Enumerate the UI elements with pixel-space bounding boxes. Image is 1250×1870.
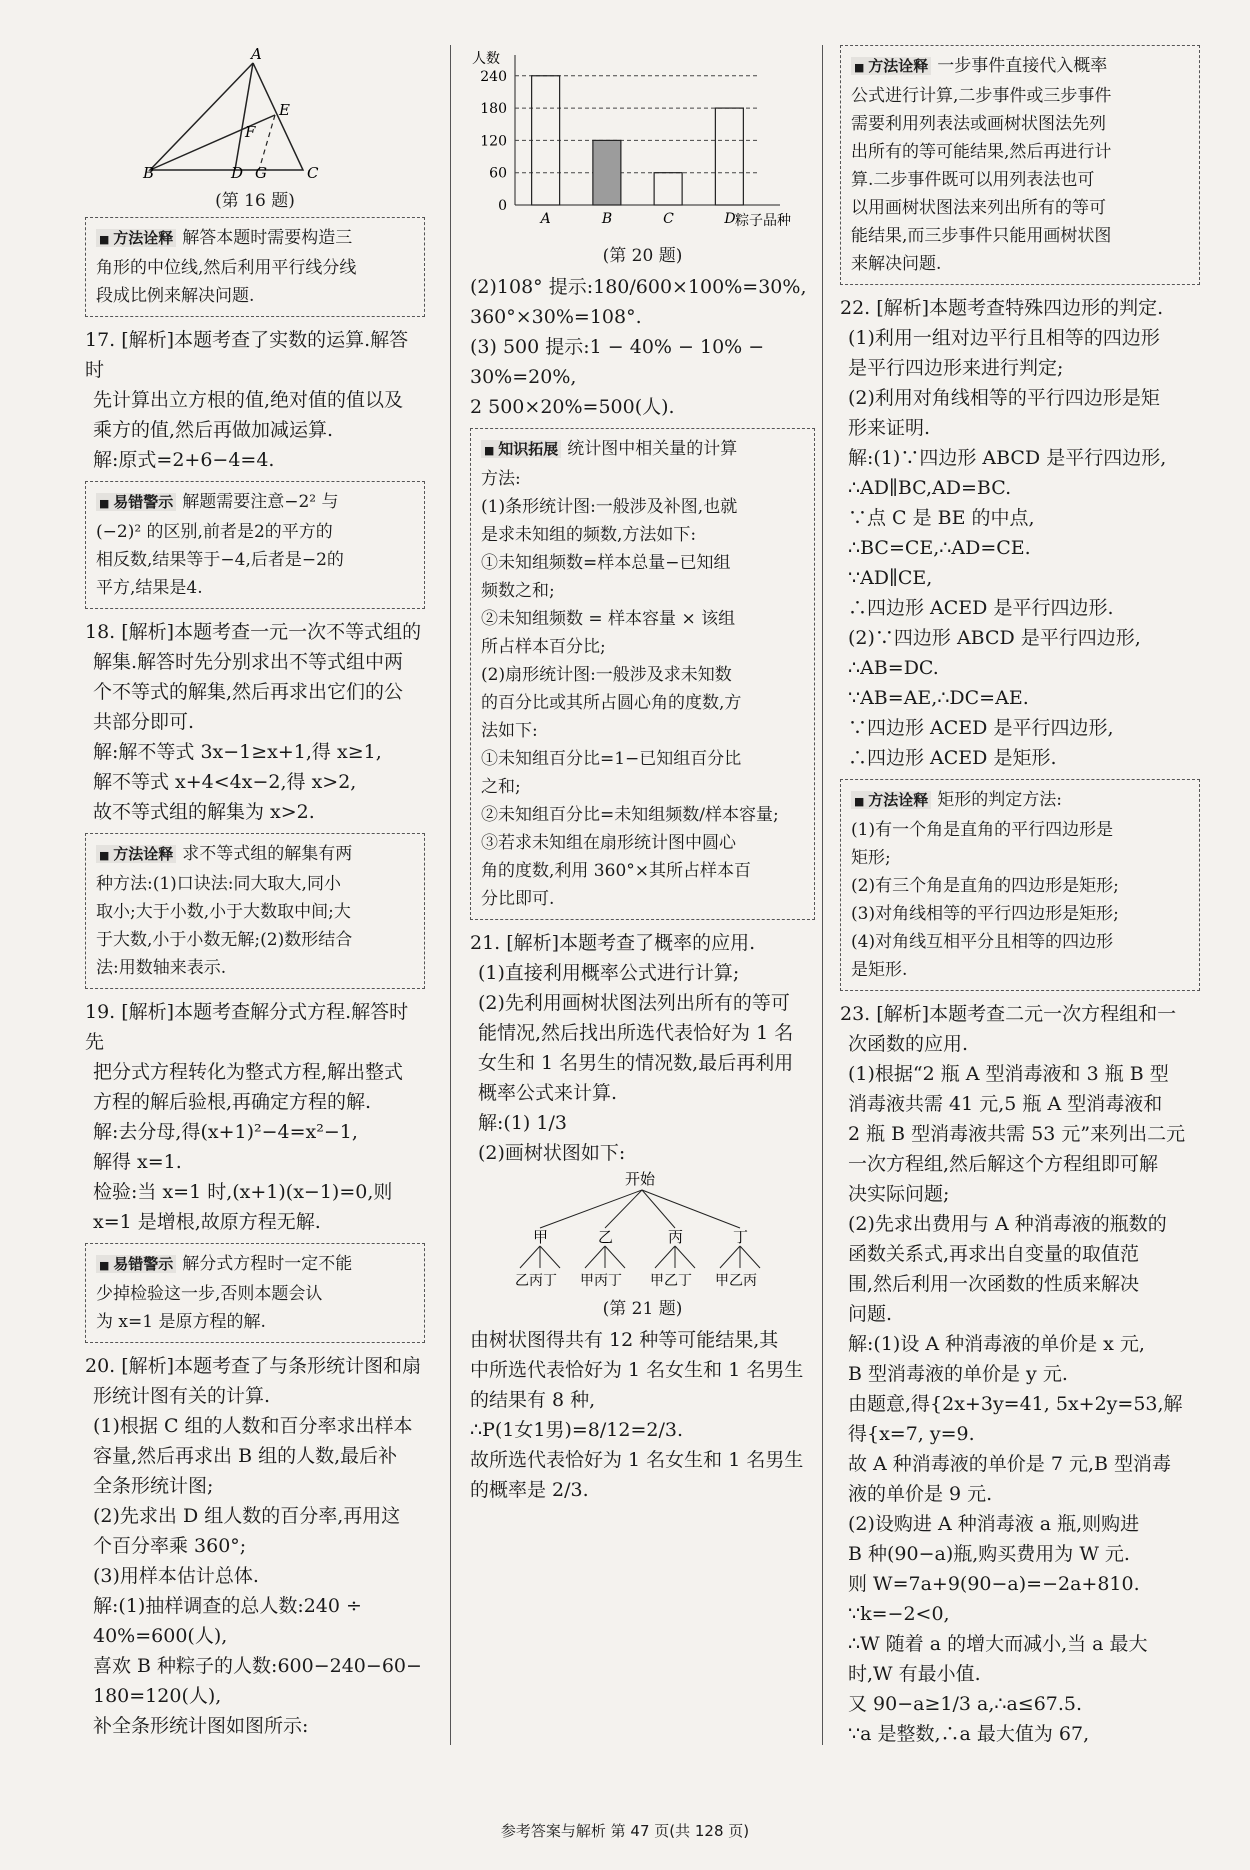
box-line: 所占样本百分比; — [481, 637, 606, 657]
text-line: 时,W 有最小值. — [848, 1663, 981, 1685]
box-line: 平方,结果是4. — [96, 578, 203, 598]
y-tick-label: 180 — [480, 101, 507, 118]
method-box-18 — [85, 833, 425, 989]
text-line: 女生和 1 名男生的情况数,最后再利用 — [478, 1052, 794, 1074]
box-line: 法:用数轴来表示. — [96, 958, 227, 978]
y-tick-label: 240 — [480, 68, 507, 85]
text-line: 的结果有 8 种, — [470, 1389, 596, 1411]
box-line: 是矩形. — [851, 960, 908, 980]
text-line: 解得 x=1. — [93, 1151, 182, 1173]
box-line: 分比即可. — [481, 889, 555, 909]
text-line: ∴四边形 ACED 是矩形. — [848, 747, 1057, 769]
figure-16-triangle — [85, 45, 425, 180]
text-line: 问题. — [848, 1303, 893, 1325]
box-line: 出所有的等可能结果,然后再进行计 — [851, 142, 1112, 162]
text-line: 消毒液共需 41 元,5 瓶 A 型消毒液和 — [848, 1093, 1163, 1115]
text-line: (3) 500 提示:1 − 40% − 10% − — [470, 336, 765, 358]
text-line: 补全条形统计图如图所示: — [93, 1715, 309, 1737]
text-line: ∵a 是整数,∴a 最大值为 67, — [848, 1723, 1090, 1745]
text-line: B 型消毒液的单价是 y 元. — [848, 1363, 1068, 1385]
text-line: 又 90−a≥1/3 a,∴a≤67.5. — [848, 1693, 1083, 1715]
box-tag: ■ 易错警示 — [96, 1255, 176, 1273]
text-line: 检验:当 x=1 时,(x+1)(x−1)=0,则 — [93, 1181, 393, 1203]
box-line: (2)有三个角是直角的四边形是矩形; — [851, 876, 1119, 896]
box-line: 种方法:(1)口诀法:同大取大,同小 — [96, 874, 341, 894]
text-line: ∴AB=DC. — [848, 657, 939, 679]
box-line: 角形的中位线,然后利用平行线分线 — [96, 258, 357, 278]
label-d: D — [231, 164, 244, 180]
text-line: 故不等式组的解集为 x>2. — [93, 801, 315, 823]
text-line: 先计算出立方根的值,绝对值的值以及 — [93, 389, 404, 411]
box-line: 算.二步事件既可以用列表法也可 — [851, 170, 1095, 190]
figure-20-caption: (第 20 题) — [602, 246, 683, 266]
box-line: ③若求未知组在扇形统计图中圆心 — [481, 833, 736, 853]
text-line: (2)画树状图如下: — [478, 1142, 626, 1164]
box-line: 是求未知组的频数,方法如下: — [481, 525, 697, 545]
box-line: 法如下: — [481, 721, 538, 741]
text-line: 19. [解析]本题考查解分式方程.解答时先 — [85, 1001, 409, 1053]
text-line: 容量,然后再求出 B 组的人数,最后补 — [93, 1445, 398, 1467]
text-line: ∵AD∥CE, — [848, 567, 933, 589]
box-line: 角的度数,利用 360°×其所占样本百 — [481, 861, 751, 881]
warning-box-17 — [85, 481, 425, 609]
text-line: 中所选代表恰好为 1 名女生和 1 名男生 — [470, 1359, 804, 1381]
question-20 — [85, 1351, 425, 1741]
text-line: 形来证明. — [848, 417, 931, 439]
text-line: 共部分即可. — [93, 711, 195, 733]
tree-leaves: 甲乙丙 — [715, 1273, 757, 1288]
text-line: (2)先求出 D 组人数的百分率,再用这 — [93, 1505, 401, 1527]
x-tick-label: C — [663, 211, 674, 227]
box-line: (−2)² 的区别,前者是2的平方的 — [96, 522, 333, 542]
label-e: E — [279, 101, 290, 119]
warning-box-19 — [85, 1243, 425, 1343]
text-line: ∵四边形 ACED 是平行四边形, — [848, 717, 1114, 739]
box-tag: ■ 方法诠释 — [851, 57, 931, 75]
y-tick-label: 120 — [480, 133, 507, 150]
column-divider — [450, 45, 451, 1745]
box-line: (1)条形统计图:一般涉及补图,也就 — [481, 497, 738, 517]
bar-B — [593, 140, 621, 205]
text-line: 解:解不等式 3x−1≥x+1,得 x≥1, — [93, 741, 382, 763]
column-1 — [85, 45, 425, 1741]
label-f: F — [245, 123, 256, 141]
box-line: ②未知组频数 = 样本容量 × 该组 — [481, 609, 736, 629]
text-line: 围,然后利用一次函数的性质来解决 — [848, 1273, 1140, 1295]
bar-C — [654, 173, 682, 205]
label-c: C — [307, 164, 319, 180]
method-box-16 — [85, 217, 425, 317]
box-tag: ■ 方法诠释 — [96, 229, 176, 247]
text-line: 18. [解析]本题考查一元一次不等式组的 — [85, 621, 422, 643]
box-line: 来解决问题. — [851, 254, 942, 274]
question-17 — [85, 325, 425, 475]
text-line: 180=120(人), — [93, 1685, 222, 1707]
text-line: 23. [解析]本题考查二元一次方程组和一 — [840, 1003, 1177, 1025]
x-tick-label: D — [724, 211, 736, 227]
box-line: 解分式方程时一定不能 — [182, 1254, 353, 1274]
question-19 — [85, 997, 425, 1237]
figure-21-caption: (第 21 题) — [602, 1299, 683, 1319]
text-line: ∴W 随着 a 的增大而减小,当 a 最大 — [848, 1633, 1148, 1655]
text-line: 由树状图得共有 12 种等可能结果,其 — [470, 1329, 779, 1351]
text-line: ∴四边形 ACED 是平行四边形. — [848, 597, 1114, 619]
text-line: 21. [解析]本题考查了概率的应用. — [470, 932, 756, 954]
text-line: 22. [解析]本题考查特殊四边形的判定. — [840, 297, 1164, 319]
box-line: 一步事件直接代入概率 — [937, 56, 1108, 76]
box-line: 以用画树状图法来列出所有的等可 — [851, 198, 1106, 218]
text-line: (1)根据“2 瓶 A 型消毒液和 3 瓶 B 型 — [848, 1063, 1169, 1085]
label-g: G — [255, 164, 267, 180]
box-line: ①未知组频数=样本总量−已知组 — [481, 553, 731, 573]
text-line: 17. [解析]本题考查了实数的运算.解答时 — [85, 329, 409, 381]
box-line: (4)对角线互相平分且相等的四边形 — [851, 932, 1114, 952]
text-line: (2)108° 提示:180/600×100%=30%, — [470, 276, 807, 298]
page-footer: 参考答案与解析 第 47 页(共 128 页) — [500, 1822, 750, 1840]
box-line: ①未知组百分比=1−已知组百分比 — [481, 749, 742, 769]
column-2 — [470, 45, 815, 1505]
tree-node: 乙 — [598, 1228, 614, 1246]
text-line: 一次方程组,然后解这个方程组即可解 — [848, 1153, 1159, 1175]
text-line: 40%=600(人), — [93, 1625, 228, 1647]
label-a: A — [251, 45, 262, 63]
text-line: 360°×30%=108°. — [470, 306, 642, 328]
text-line: 故 A 种消毒液的单价是 7 元,B 型消毒 — [848, 1453, 1172, 1475]
y-tick-label: 0 — [498, 198, 507, 214]
box-line: 于大数,小于小数无解;(2)数形结合 — [96, 930, 353, 950]
column-divider — [822, 45, 823, 1745]
box-line: 统计图中相关量的计算 — [567, 439, 738, 459]
text-line: 喜欢 B 种粽子的人数:600−240−60− — [93, 1655, 422, 1677]
text-line: 30%=20%, — [470, 366, 577, 388]
box-line: 解题需要注意−2² 与 — [182, 492, 339, 512]
text-line: ∵AB=AE,∴DC=AE. — [848, 687, 1029, 709]
box-line: 方法: — [481, 469, 521, 489]
box-tag: ■ 方法诠释 — [96, 845, 176, 863]
box-line: 相反数,结果等于−4,后者是−2的 — [96, 550, 344, 570]
text-line: 全条形统计图; — [93, 1475, 214, 1497]
text-line: ∴BC=CE,∴AD=CE. — [848, 537, 1031, 559]
box-line: (3)对角线相等的平行四边形是矩形; — [851, 904, 1119, 924]
tree-leaves: 乙丙丁 — [515, 1273, 557, 1288]
question-21-continued — [470, 1325, 815, 1505]
text-line: 解集.解答时先分别求出不等式组中两 — [93, 651, 404, 673]
text-line: B 种(90−a)瓶,购买费用为 W 元. — [848, 1543, 1130, 1565]
question-21 — [470, 928, 815, 1168]
box-line: 之和; — [481, 777, 521, 797]
box-line: 能结果,而三步事件只能用画树状图 — [851, 226, 1112, 246]
text-line: 函数关系式,再求出自变量的取值范 — [848, 1243, 1140, 1265]
box-line: (1)有一个角是直角的平行四边形是 — [851, 820, 1114, 840]
text-line: (2)∵四边形 ABCD 是平行四边形, — [848, 627, 1141, 649]
question-20-continued — [470, 272, 815, 422]
tree-root: 开始 — [625, 1170, 656, 1188]
column-3 — [840, 45, 1200, 1749]
box-line: 矩形; — [851, 848, 891, 868]
text-line: ∵点 C 是 BE 的中点, — [848, 507, 1035, 529]
box-line: (2)扇形统计图:一般涉及求未知数 — [481, 665, 732, 685]
text-line: 把分式方程转化为整式方程,解出整式 — [93, 1061, 404, 1083]
text-line: 个不等式的解集,然后再求出它们的公 — [93, 681, 404, 703]
text-line: 能情况,然后找出所选代表恰好为 1 名 — [478, 1022, 794, 1044]
text-line: 乘方的值,然后再做加减运算. — [93, 419, 334, 441]
figure-16-caption: (第 16 题) — [215, 191, 295, 211]
chart-xlabel: 粽子品种 — [735, 213, 791, 229]
text-line: (3)用样本估计总体. — [93, 1565, 259, 1587]
box-line: 矩形的判定方法: — [937, 790, 1062, 810]
question-18 — [85, 617, 425, 827]
text-line: (2)先利用画树状图法列出所有的等可 — [478, 992, 790, 1014]
chart-ylabel: 人数 — [472, 51, 500, 67]
question-23 — [840, 999, 1200, 1749]
text-line: 由题意,得{2x+3y=41, 5x+2y=53,解得{x=7, y=9. — [848, 1393, 1183, 1445]
box-line: 需要利用列表法或画树状图法先列 — [851, 114, 1106, 134]
tree-leaves: 甲丙丁 — [580, 1273, 622, 1288]
text-line: 液的单价是 9 元. — [848, 1483, 993, 1505]
box-tag: ■ 易错警示 — [96, 493, 176, 511]
text-line: 解:(1)∵四边形 ABCD 是平行四边形, — [848, 447, 1167, 469]
text-line: 解:(1)设 A 种消毒液的单价是 x 元, — [848, 1333, 1145, 1355]
text-line: 决实际问题; — [848, 1183, 950, 1205]
text-line: 解:原式=2+6−4=4. — [93, 449, 275, 471]
text-line: 次函数的应用. — [848, 1033, 969, 1055]
tree-node: 甲 — [533, 1228, 549, 1246]
text-line: 故所选代表恰好为 1 名女生和 1 名男生 — [470, 1449, 804, 1471]
text-line: ∴P(1女1男)=8/12=2/3. — [470, 1419, 683, 1441]
box-line: 解答本题时需要构造三 — [182, 228, 353, 248]
box-line: 少掉检验这一步,否则本题会认 — [96, 1284, 323, 1304]
tree-node: 丁 — [733, 1228, 749, 1246]
text-line: ∴AD∥BC,AD=BC. — [848, 477, 1012, 499]
box-tag: ■ 知识拓展 — [481, 440, 561, 458]
box-line: 频数之和; — [481, 581, 555, 601]
box-line: 段成比例来解决问题. — [96, 286, 255, 306]
method-box-21 — [840, 45, 1200, 285]
text-line: 概率公式来计算. — [478, 1082, 618, 1104]
text-line: (1)根据 C 组的人数和百分率求出样本 — [93, 1415, 413, 1437]
x-tick-label: B — [601, 211, 613, 227]
box-line: 公式进行计算,二步事件或三步事件 — [851, 86, 1112, 106]
text-line: 2 瓶 B 型消毒液共需 53 元”来列出二元 — [848, 1123, 1186, 1145]
tree-diagram-21 — [470, 1168, 815, 1288]
box-line: 的百分比或其所占圆心角的度数,方 — [481, 693, 742, 713]
text-line: 形统计图有关的计算. — [93, 1385, 271, 1407]
text-line: 解不等式 x+4<4x−2,得 x>2, — [93, 771, 357, 793]
bar-D — [715, 108, 743, 205]
text-line: 解:去分母,得(x+1)²−4=x²−1, — [93, 1121, 358, 1143]
question-22 — [840, 293, 1200, 773]
text-line: ∵k=−2<0, — [848, 1603, 950, 1625]
text-line: 则 W=7a+9(90−a)=−2a+810. — [848, 1573, 1140, 1595]
text-line: x=1 是增根,故原方程无解. — [93, 1211, 321, 1233]
text-line: 个百分率乘 360°; — [93, 1535, 247, 1557]
text-line: 20. [解析]本题考查了与条形统计图和扇 — [85, 1355, 422, 1377]
box-line: ②未知组百分比=未知组频数/样本容量; — [481, 805, 779, 825]
text-line: (1)利用一组对边平行且相等的四边形 — [848, 327, 1160, 349]
box-tag: ■ 方法诠释 — [851, 791, 931, 809]
method-box-22 — [840, 779, 1200, 991]
text-line: (2)利用对角线相等的平行四边形是矩 — [848, 387, 1160, 409]
text-line: 解:(1)抽样调查的总人数:240 ÷ — [93, 1595, 362, 1617]
text-line: 的概率是 2/3. — [470, 1479, 589, 1501]
knowledge-box-20 — [470, 428, 815, 920]
text-line: 2 500×20%=500(人). — [470, 396, 675, 418]
text-line: 方程的解后验根,再确定方程的解. — [93, 1091, 372, 1113]
text-line: 是平行四边形来进行判定; — [848, 357, 1064, 379]
text-line: (1)直接利用概率公式进行计算; — [478, 962, 740, 984]
tree-leaves: 甲乙丁 — [650, 1273, 692, 1288]
text-line: 解:(1) 1/3 — [478, 1112, 567, 1134]
tree-node: 丙 — [668, 1228, 684, 1246]
box-line: 取小;大于小数,小于大数取中间;大 — [96, 902, 351, 922]
y-tick-label: 60 — [489, 165, 507, 182]
text-line: (2)先求出费用与 A 种消毒液的瓶数的 — [848, 1213, 1167, 1235]
label-b: B — [143, 164, 155, 180]
text-line: (2)设购进 A 种消毒液 a 瓶,则购进 — [848, 1513, 1140, 1535]
box-line: 为 x=1 是原方程的解. — [96, 1312, 266, 1332]
x-tick-label: A — [540, 211, 551, 227]
box-line: 求不等式组的解集有两 — [182, 844, 353, 864]
bar-chart-figure-20 — [470, 45, 815, 235]
